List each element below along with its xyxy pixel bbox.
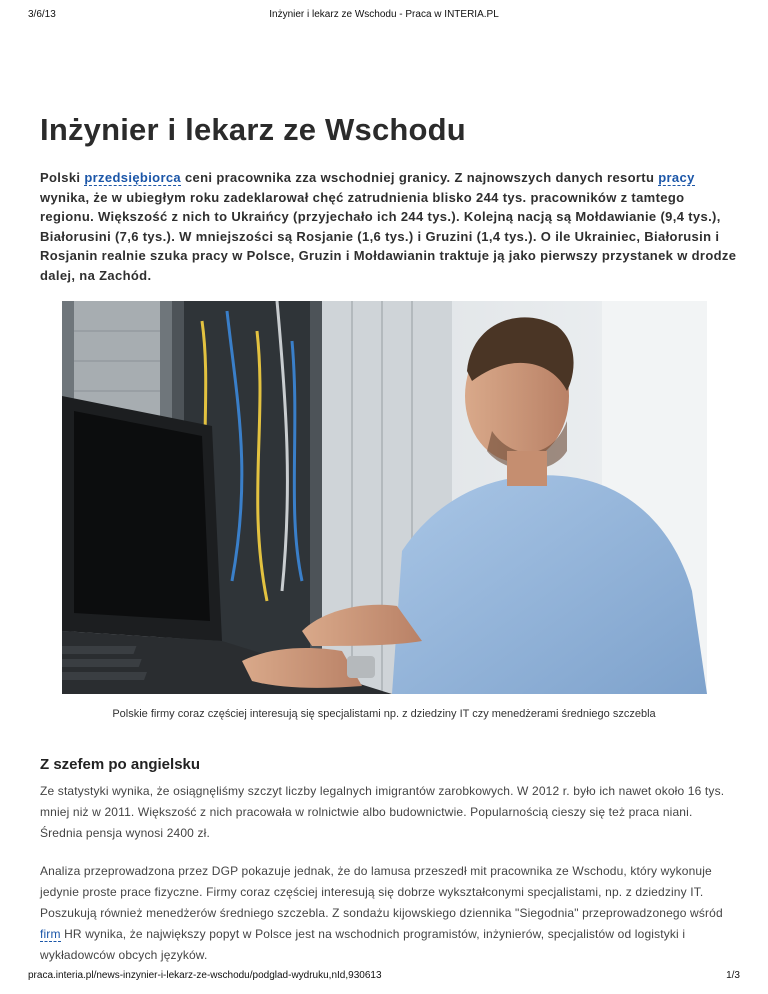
link-firm[interactable]: firm: [40, 927, 61, 941]
server-room-photo: [62, 301, 707, 694]
print-date: 3/6/13: [28, 9, 56, 20]
section-heading: Z szefem po angielsku: [40, 756, 201, 773]
print-footer: [28, 970, 740, 984]
paragraph-2-text-2: HR wynika, że największy popyt w Polsce jest na wschodnich programistów, inżynierów, specjalistów od logistyki i wykładowców obcych języków.: [40, 927, 686, 962]
lead-text-3: wynika, że w ubiegłym roku zadeklarował chęć zatrudnienia blisko 244 tys. pracowników z tamtego regionu. Większość z nich to Ukraińcy (przyjechało ich 244 tys.). Kolejną nacją są Mołdawianie (9,4 tys.), Białorusini (7,6 tys.). W mniejszości są Rosjanie (1,6 tys.) i Gruzini (1,4 tys.). O ile Ukrainiec, Białorusin i Rosjanin realnie szuka pracy w Polsce, Gruzin i Mołdawianin traktuje ją jako pierwszy przystanek w drodze dalej, na Zachód.: [40, 189, 737, 283]
article-lead: [40, 168, 740, 285]
paragraph-1: Ze statystyki wynika, że osiągnęliśmy szczyt liczby legalnych imigrantów zarobkowych. W 2012 r. było ich nawet około 16 tys. mniej niż w 2011. Większość z nich pracowała w rolnictwie albo budownictwie. Popularnością cieszy się też praca niani. Średnia pensja wynosi 2400 zł.: [40, 784, 725, 840]
print-header: [28, 9, 740, 23]
link-pracy[interactable]: pracy: [658, 170, 695, 185]
article-photo: [62, 301, 707, 694]
lead-text-1: Polski: [40, 170, 85, 185]
page-number: 1/3: [726, 970, 740, 981]
print-url: praca.interia.pl/news-inzynier-i-lekarz-ze-wschodu/podglad-wydruku,nId,930613: [28, 970, 382, 981]
photo-caption: Polskie firmy coraz częściej interesują się specjalistami np. z dziedziny IT czy menedżerami średniego szczebla: [112, 708, 656, 720]
paragraph-2: [40, 861, 732, 966]
print-page-title: Inżynier i lekarz ze Wschodu - Praca w INTERIA.PL: [269, 9, 499, 20]
link-przedsiebiorca[interactable]: przedsiębiorca: [84, 170, 182, 185]
lead-text-2: ceni pracownika zza wschodniej granicy. Z najnowszych danych resortu: [181, 170, 659, 185]
paragraph-2-text-1: Analiza przeprowadzona przez DGP pokazuje jednak, że do lamusa przeszedł mit pracownika ze Wschodu, który wykonuje jedynie proste prace fizyczne. Firmy coraz częściej interesują się dobrze wykształconymi specjalistami, np. z dziedziny IT. Poszukują również menedżerów średniego szczebla. Z sondażu kijowskiego dziennika "Siegodnia" przeprowadzonego wśród: [40, 864, 723, 920]
article-title: Inżynier i lekarz ze Wschodu: [40, 112, 466, 147]
